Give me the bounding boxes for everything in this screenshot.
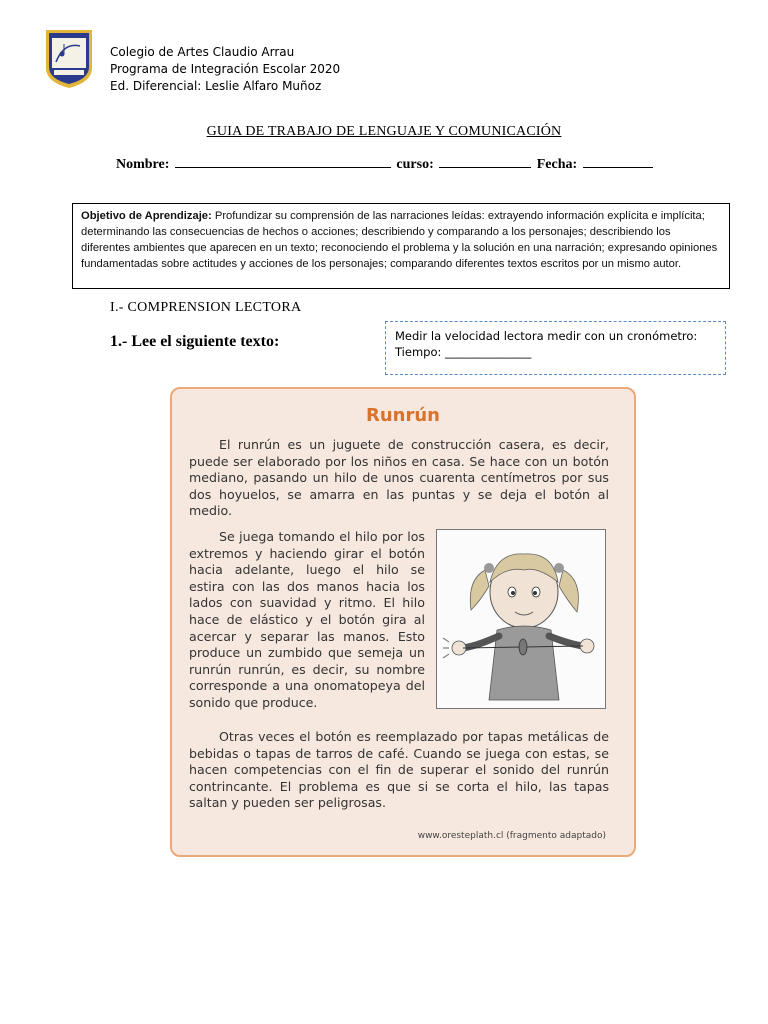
school-info xyxy=(110,44,340,95)
teacher-name: Ed. Diferencial: Leslie Alfaro Muñoz xyxy=(110,79,322,93)
objective-label: Objetivo de Aprendizaje: xyxy=(81,210,212,222)
time-field[interactable]: Tiempo: _______________ xyxy=(395,345,532,359)
objective-text: Profundizar su comprensión de las narraciones leídas: extrayendo información explícita e implícita; determinando las consecuencias de hechos o acciones; describiendo y comparando a los personajes; describiendo los diferentes ambientes que aparecen en un texto; reconociendo el problema y la solución en una narración; expresando opiniones fundamentadas sobre actitudes y acciones de los personajes; comparando diferentes textos escritos por un mismo autor. xyxy=(81,210,718,270)
program-name: Programa de Integración Escolar 2020 xyxy=(110,62,341,76)
school-crest-logo xyxy=(44,28,94,90)
course-label: curso: xyxy=(396,157,434,172)
story-paragraph-2: Se juega tomando el hilo por los extremos y haciendo girar el botón hacia adelante, luego el hilo se estira con las dos manos hacia los lados con suavidad y ritmo. El hilo hace de elástico y el botón gira al acercar y separar las manos. Esto produce un zumbido que semeja un runrún runrún, es decir, su nombre corresponde a una onomatopeya del sonido que produce. xyxy=(189,529,425,710)
worksheet-title: GUIA DE TRABAJO DE LENGUAJE Y COMUNICACIÓN xyxy=(206,124,562,139)
girl-playing-runrun-illustration xyxy=(436,529,606,709)
learning-objective-box xyxy=(72,203,730,289)
date-field[interactable] xyxy=(583,155,653,168)
story-card xyxy=(170,387,636,857)
step-instruction: 1.- Lee el siguiente texto: xyxy=(110,333,280,350)
story-title: Runrún xyxy=(366,405,440,426)
section-title: I.- COMPRENSION LECTORA xyxy=(110,300,302,315)
name-field[interactable] xyxy=(175,155,391,168)
story-paragraph-3: Otras veces el botón es reemplazado por tapas metálicas de bebidas o tapas de tarros de café. Cuando se juega con estas, se hacen competencias con el fin de superar el sonido del runrún contrincante. El problema es que si se corta el hilo, las tapas saltan y pueden ser peligrosas. xyxy=(189,729,609,811)
story-source: www.oresteplath.cl (fragmento adaptado) xyxy=(417,831,606,841)
student-info-row xyxy=(116,155,655,173)
school-name: Colegio de Artes Claudio Arrau xyxy=(110,45,295,59)
speed-instruction: Medir la velocidad lectora medir con un cronómetro: xyxy=(395,329,698,343)
course-field[interactable] xyxy=(439,155,531,168)
reading-speed-box xyxy=(385,321,726,375)
date-label: Fecha: xyxy=(536,157,578,172)
name-label: Nombre: xyxy=(116,157,170,172)
story-paragraph-1: El runrún es un juguete de construcción casera, es decir, puede ser elaborado por los niños en casa. Se hace con un botón mediano, pasando un hilo de unos cuarenta centímetros por sus dos hoyuelos, se amarra en las puntas y se deja el botón al medio. xyxy=(189,437,609,519)
